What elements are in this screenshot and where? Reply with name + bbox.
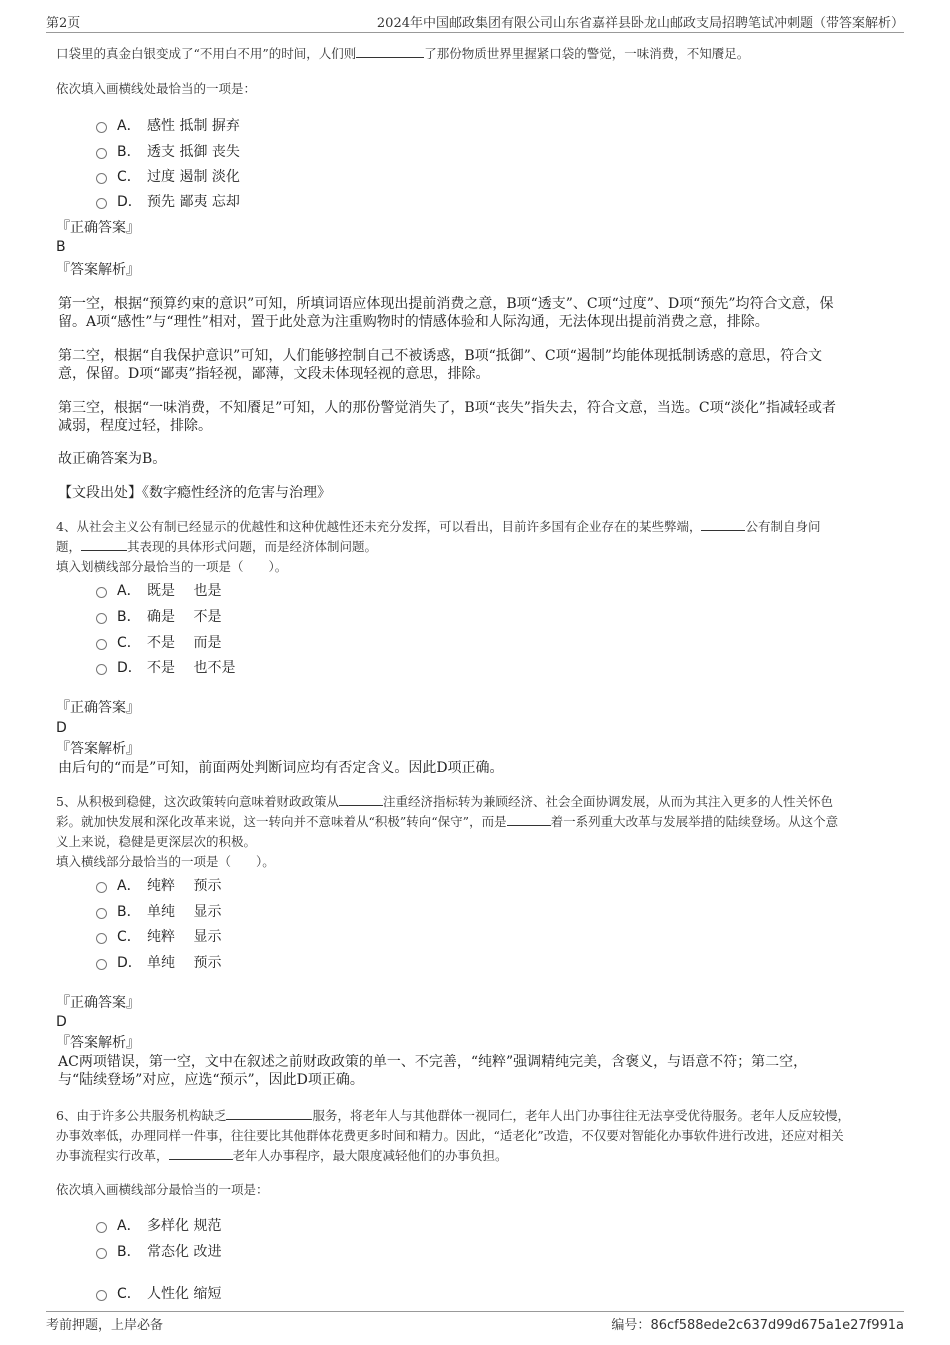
q6-stem-l1 [56,1106,850,1125]
q4-prompt: 填入划横线部分最恰当的一项是（ ）。 [56,559,288,574]
q5-analysis-l2: 与“陆续登场”对应，应选“预示”，因此D项正确。 [58,1072,364,1088]
page-number: 第2页 [46,16,81,31]
radio-icon[interactable] [96,613,107,624]
q5-option-b[interactable] [96,901,221,921]
radio-icon[interactable] [96,198,107,209]
q5-answer-title: 『正确答案』 [56,995,140,1011]
option-text: 确是 不是 [147,609,222,625]
q3-analysis-p3-l2: 减弱，程度过轻，排除。 [58,418,212,434]
q3-option-d[interactable] [96,191,240,211]
q5-option-c[interactable] [96,926,221,946]
q6-stem-part: 老年人办事程序，最大限度减轻他们的办事负担。 [232,1148,508,1163]
q3-source [58,484,331,502]
q4-stem-l2 [56,537,377,556]
option-text: 不是 也不是 [147,660,236,676]
q5-blank-2 [507,813,551,826]
q6-stem-part: 6、由于许多公共服务机构缺乏 [56,1108,227,1123]
header-divider [46,32,904,33]
option-label: A． [117,118,141,134]
q5-stem-part: 注重经济指标转为兼顾经济、社会全面协调发展，从而为其注入更多的人性关怀色 [382,794,833,809]
q6-option-b[interactable] [96,1241,221,1261]
option-label: D． [117,955,142,971]
q3-analysis-title: 『答案解析』 [56,262,140,278]
footer-divider [46,1311,904,1312]
option-text: 单纯 预示 [147,955,222,971]
option-label: C． [117,929,141,945]
q4-blank-2 [81,538,127,551]
q4-blank-1 [701,518,745,531]
option-text: 既是 也是 [147,583,222,599]
option-label: D． [117,194,142,210]
q5-answer: D [56,1014,67,1030]
q5-option-a[interactable] [96,875,221,895]
q5-stem-part: 5、从积极到稳健，这次政策转向意味着财政政策从 [56,794,339,809]
q3-analysis-p2-l2: 意，保留。D项“鄙夷”指轻视，鄙薄，文段未体现轻视的意思，排除。 [58,366,490,382]
q3-option-a[interactable] [96,115,240,135]
radio-icon[interactable] [96,1222,107,1233]
option-text: 感性 抵制 摒弃 [147,118,240,134]
q3-prompt: 依次填入画横线处最恰当的一项是： [56,81,257,96]
q5-prompt: 填入横线部分最恰当的一项是（ ）。 [56,854,275,869]
radio-icon[interactable] [96,587,107,598]
q5-blank-1 [339,793,383,806]
radio-icon[interactable] [96,148,107,159]
radio-icon[interactable] [96,1290,107,1301]
q3-analysis-p3-l1: 第三空，根据“一味消费，不知餍足”可知，人的那份警觉消失了，B项“丧失”指失去，符合文意，当选。C项“淡化”指减轻或者 [58,400,836,416]
q4-answer-title: 『正确答案』 [56,700,140,716]
q4-stem-l1 [56,517,820,536]
radio-icon[interactable] [96,959,107,970]
option-label: C． [117,169,141,185]
footer-code [611,1314,904,1333]
q5-stem-l3: 义上来说，稳健是更深层次的积极。 [56,834,257,849]
document-title: 2024年中国邮政集团有限公司山东省嘉祥县卧龙山邮政支局招聘笔试冲刺题（带答案解析） [376,16,904,31]
footer-slogan: 考前押题，上岸必备 [46,1318,164,1333]
q6-stem-part: 服务，将老年人与其他群体一视同仁，老年人出门办事往往无法享受优待服务。老年人反应较慢， [312,1108,850,1123]
option-label: A． [117,583,141,599]
option-label: A． [117,878,141,894]
q4-stem-part: 题， [56,539,82,554]
q3-answer-title: 『正确答案』 [56,220,140,236]
q5-stem-l1 [56,792,833,811]
q6-option-c[interactable] [96,1283,221,1303]
option-text: 透支 抵御 丧失 [147,144,240,160]
code-label: 编号： [611,1318,651,1333]
q5-option-d[interactable] [96,952,221,972]
q6-stem-l2: 办事效率低，办理同样一件事，往往要比其他群体花费更多时间和精力。因此，“适老化”改造，不仅要对智能化办事软件进行改进，还应对相关 [56,1128,844,1143]
option-text: 常态化 改进 [147,1244,222,1260]
option-label: A． [117,1218,141,1234]
q3-analysis-p1-l2: 留。A项“感性”与“理性”相对，置于此处意为注重购物时的情感体验和人际沟通，无法体现出提前消费之意，排除。 [58,314,769,330]
option-label: C． [117,635,141,651]
q5-analysis-title: 『答案解析』 [56,1035,140,1051]
q6-blank-2 [169,1147,233,1160]
source-label: 【文段出处】 [58,485,142,501]
option-text: 多样化 规范 [147,1218,222,1234]
option-text: 纯粹 显示 [147,929,222,945]
radio-icon[interactable] [96,882,107,893]
radio-icon[interactable] [96,933,107,944]
q5-analysis-l1: AC两项错误，第一空，文中在叙述之前财政政策的单一、不完善，“纯粹”强调精纯完美，含褒义，与语意不符；第二空， [58,1054,808,1070]
q4-stem-part: 4、从社会主义公有制已经显示的优越性和这种优越性还未充分发挥，可以看出，目前许多国有企业存在的某些弊端， [56,519,702,534]
q4-stem-part: 其表现的具体形式问题，而是经济体制问题。 [127,539,378,554]
radio-icon[interactable] [96,908,107,919]
option-text: 人性化 缩短 [147,1286,222,1302]
radio-icon[interactable] [96,1248,107,1259]
q3-option-c[interactable] [96,166,240,186]
q4-analysis-title: 『答案解析』 [56,741,140,757]
radio-icon[interactable] [96,664,107,675]
q5-stem-part: 彩。就加快发展和深化改革来说，这一转向并不意味着从“积极”转向“保守”，而是 [56,814,507,829]
q4-option-b[interactable] [96,606,221,626]
q6-prompt: 依次填入画横线部分最恰当的一项是： [56,1182,269,1197]
code-value: 86cf588ede2c637d99d675a1e27f991a [650,1318,904,1333]
q4-option-a[interactable] [96,580,221,600]
q6-stem-l3 [56,1146,508,1165]
q4-answer: D [56,720,67,736]
q3-conclusion: 故正确答案为B。 [58,451,167,467]
radio-icon[interactable] [96,639,107,650]
q4-option-d[interactable] [96,657,235,677]
q3-option-b[interactable] [96,141,240,161]
q3-blank [356,45,424,58]
radio-icon[interactable] [96,173,107,184]
option-text: 单纯 显示 [147,904,222,920]
q6-blank-1 [226,1107,312,1120]
q3-stem-b: 了那份物质世界里握紧口袋的警觉，一味消费，不知餍足。 [424,46,750,61]
option-label: C． [117,1286,141,1302]
option-text: 不是 而是 [147,635,222,651]
option-label: B． [117,609,141,625]
option-text: 纯粹 预示 [147,878,222,894]
option-label: D． [117,660,142,676]
option-text: 预先 鄙夷 忘却 [147,194,240,210]
q5-stem-part: 着一系列重大改革与发展举措的陆续登场。从这个意 [550,814,839,829]
q4-analysis: 由后句的“而是”可知，前面两处判断词应均有否定含义。因此D项正确。 [58,760,504,776]
q6-option-a[interactable] [96,1215,221,1235]
option-label: B． [117,144,141,160]
q3-stem [56,44,749,63]
q3-analysis-p1-l1: 第一空，根据“预算约束的意识”可知，所填词语应体现出提前消费之意，B项“透支”、C项“过度”、D项“预先”均符合文意，保 [58,296,834,312]
q6-stem-part: 办事流程实行改革， [56,1148,169,1163]
q4-option-c[interactable] [96,632,221,652]
radio-icon[interactable] [96,122,107,133]
option-label: B． [117,1244,141,1260]
q3-answer: B [56,239,66,255]
q5-stem-l2 [56,812,838,831]
option-label: B． [117,904,141,920]
q3-analysis-p2-l1: 第二空，根据“自我保护意识”可知，人们能够控制自己不被诱惑，B项“抵御”、C项“遏制”均能体现抵制诱惑的意思，符合文 [58,348,822,364]
q4-stem-part: 公有制自身问 [745,519,821,534]
q3-stem-a: 口袋里的真金白银变成了“不用白不用”的时间，人们则 [56,46,357,61]
source-text: 《数字瘾性经济的危害与治理》 [142,485,331,501]
option-text: 过度 遏制 淡化 [147,169,240,185]
